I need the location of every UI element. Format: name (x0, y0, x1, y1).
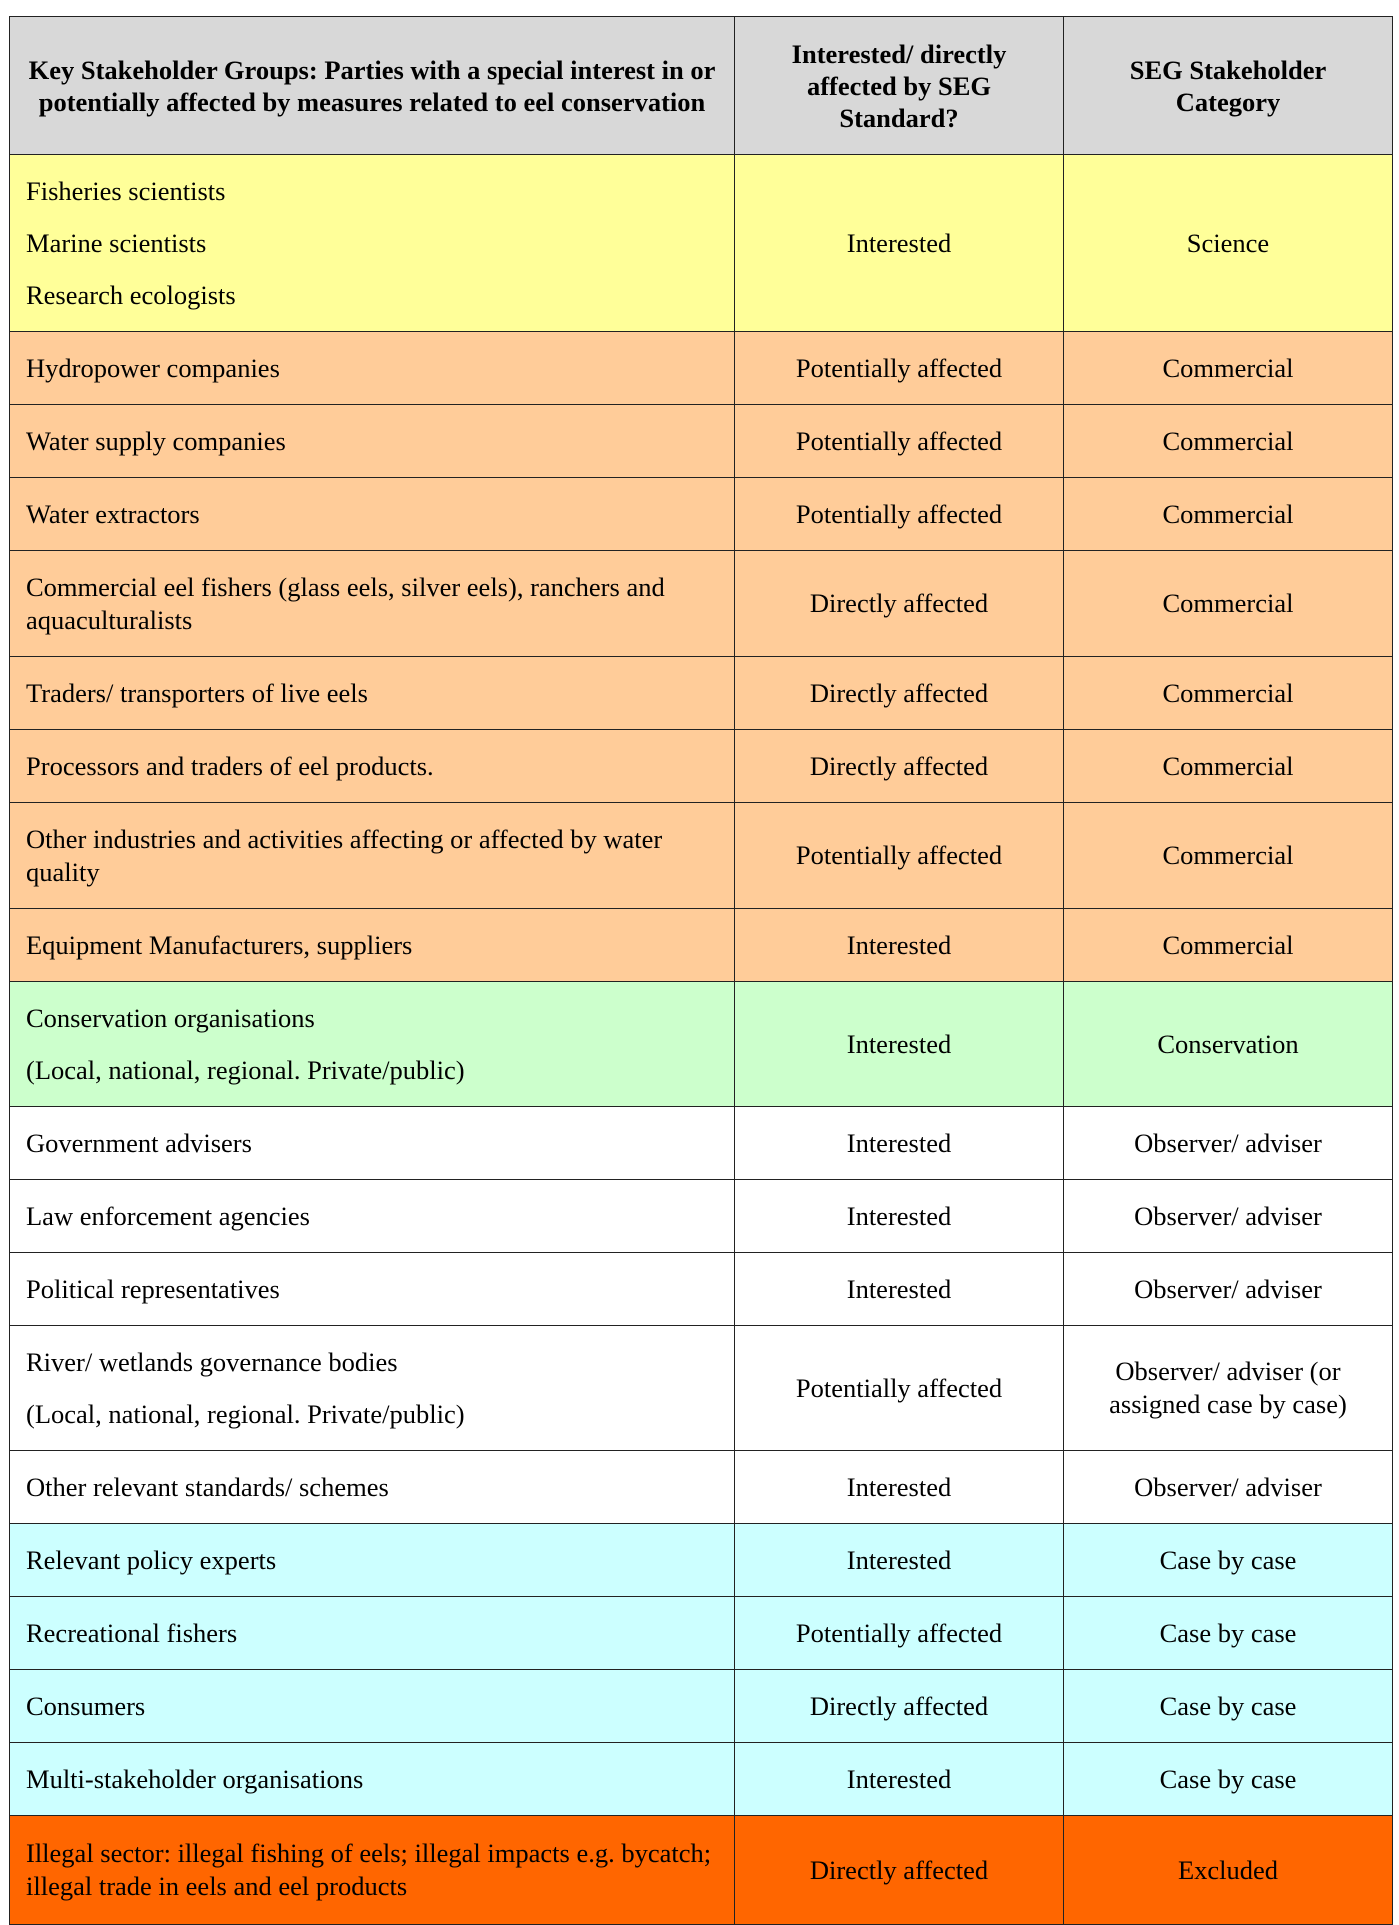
header-stakeholder-category: SEG Stakeholder Category (1064, 17, 1393, 155)
affected-status-cell: Potentially affected (735, 332, 1064, 405)
stakeholder-group-cell: Political representatives (10, 1253, 735, 1326)
stakeholder-group-cell: Multi-stakeholder organisations (10, 1743, 735, 1816)
stakeholder-category-cell: Observer/ adviser (1064, 1451, 1393, 1524)
stakeholder-group-cell: Other relevant standards/ schemes (10, 1451, 735, 1524)
stakeholder-group-cell (10, 982, 735, 1107)
stakeholder-category-cell: Commercial (1064, 803, 1393, 909)
stakeholder-group-line: Marine scientists (26, 227, 207, 258)
table-row (10, 1670, 1393, 1743)
stakeholder-group-line: River/ wetlands governance bodies (26, 1346, 398, 1377)
affected-status-cell: Potentially affected (735, 478, 1064, 551)
stakeholder-category-cell: Commercial (1064, 730, 1393, 803)
table-row (10, 332, 1393, 405)
table-row (10, 730, 1393, 803)
stakeholder-category-cell: Observer/ adviser (1064, 1180, 1393, 1253)
affected-status-cell: Interested (735, 982, 1064, 1107)
stakeholder-group-cell: Illegal sector: illegal fishing of eels; illegal impacts e.g. bycatch; illegal trade in eels and eel products (10, 1816, 735, 1925)
stakeholder-group-line: Fisheries scientists (26, 175, 226, 206)
stakeholder-category-cell: Conservation (1064, 982, 1393, 1107)
stakeholder-group-line: Conservation organisations (26, 1002, 315, 1033)
affected-status-cell: Potentially affected (735, 803, 1064, 909)
stakeholder-group-cell (10, 155, 735, 332)
stakeholder-category-cell: Case by case (1064, 1670, 1393, 1743)
stakeholder-group-cell: Water extractors (10, 478, 735, 551)
stakeholder-category-cell: Observer/ adviser (or assigned case by case) (1064, 1326, 1393, 1451)
affected-status-cell: Interested (735, 1524, 1064, 1597)
stakeholder-group-cell: Law enforcement agencies (10, 1180, 735, 1253)
table-row (10, 155, 1393, 332)
table-row (10, 1253, 1393, 1326)
stakeholder-group-line: Research ecologists (26, 279, 236, 310)
table-row (10, 405, 1393, 478)
affected-status-cell: Potentially affected (735, 1597, 1064, 1670)
stakeholder-group-cell (10, 1326, 735, 1451)
stakeholder-table (9, 16, 1393, 1925)
stakeholder-category-cell: Commercial (1064, 405, 1393, 478)
affected-status-cell: Interested (735, 1107, 1064, 1180)
table-row (10, 982, 1393, 1107)
stakeholder-group-cell: Commercial eel fishers (glass eels, silver eels), ranchers and aquaculturalists (10, 551, 735, 657)
stakeholder-category-cell: Commercial (1064, 657, 1393, 730)
stakeholder-group-cell: Recreational fishers (10, 1597, 735, 1670)
table-row (10, 1743, 1393, 1816)
stakeholder-group-cell: Processors and traders of eel products. (10, 730, 735, 803)
affected-status-cell: Directly affected (735, 657, 1064, 730)
stakeholder-category-cell: Commercial (1064, 332, 1393, 405)
table-row (10, 1597, 1393, 1670)
stakeholder-group-cell: Government advisers (10, 1107, 735, 1180)
stakeholder-group-cell: Other industries and activities affecting or affected by water quality (10, 803, 735, 909)
affected-status-cell: Directly affected (735, 730, 1064, 803)
stakeholder-group-cell: Relevant policy experts (10, 1524, 735, 1597)
header-affected-status: Interested/ directly affected by SEG Standard? (735, 17, 1064, 155)
stakeholder-category-cell: Case by case (1064, 1743, 1393, 1816)
stakeholder-group-cell: Traders/ transporters of live eels (10, 657, 735, 730)
stakeholder-category-cell: Commercial (1064, 551, 1393, 657)
stakeholder-category-cell: Commercial (1064, 478, 1393, 551)
affected-status-cell: Interested (735, 155, 1064, 332)
table-row (10, 478, 1393, 551)
affected-status-cell: Interested (735, 909, 1064, 982)
table-row (10, 1326, 1393, 1451)
table-row (10, 1524, 1393, 1597)
affected-status-cell: Interested (735, 1253, 1064, 1326)
affected-status-cell: Interested (735, 1451, 1064, 1524)
header-stakeholder-groups: Key Stakeholder Groups: Parties with a special interest in or potentially affected by measures related to eel conservation (10, 17, 735, 155)
table-row (10, 1451, 1393, 1524)
stakeholder-category-cell: Case by case (1064, 1597, 1393, 1670)
stakeholder-category-cell: Observer/ adviser (1064, 1253, 1393, 1326)
table-row (10, 1107, 1393, 1180)
affected-status-cell: Interested (735, 1180, 1064, 1253)
stakeholder-group-cell: Water supply companies (10, 405, 735, 478)
stakeholder-group-line: (Local, national, regional. Private/public) (26, 1398, 465, 1429)
stakeholder-group-cell: Equipment Manufacturers, suppliers (10, 909, 735, 982)
table-row (10, 1816, 1393, 1925)
table-row (10, 909, 1393, 982)
stakeholder-category-cell: Science (1064, 155, 1393, 332)
stakeholder-group-cell: Hydropower companies (10, 332, 735, 405)
affected-status-cell: Directly affected (735, 1816, 1064, 1925)
stakeholder-category-cell: Observer/ adviser (1064, 1107, 1393, 1180)
stakeholder-group-cell: Consumers (10, 1670, 735, 1743)
affected-status-cell: Potentially affected (735, 405, 1064, 478)
affected-status-cell: Potentially affected (735, 1326, 1064, 1451)
table-row (10, 803, 1393, 909)
affected-status-cell: Directly affected (735, 551, 1064, 657)
stakeholder-group-line: (Local, national, regional. Private/public) (26, 1054, 465, 1085)
affected-status-cell: Directly affected (735, 1670, 1064, 1743)
table-row (10, 1180, 1393, 1253)
affected-status-cell: Interested (735, 1743, 1064, 1816)
stakeholder-category-cell: Case by case (1064, 1524, 1393, 1597)
stakeholder-category-cell: Commercial (1064, 909, 1393, 982)
table-row (10, 657, 1393, 730)
header-row (10, 17, 1393, 155)
stakeholder-category-cell: Excluded (1064, 1816, 1393, 1925)
table-row (10, 551, 1393, 657)
